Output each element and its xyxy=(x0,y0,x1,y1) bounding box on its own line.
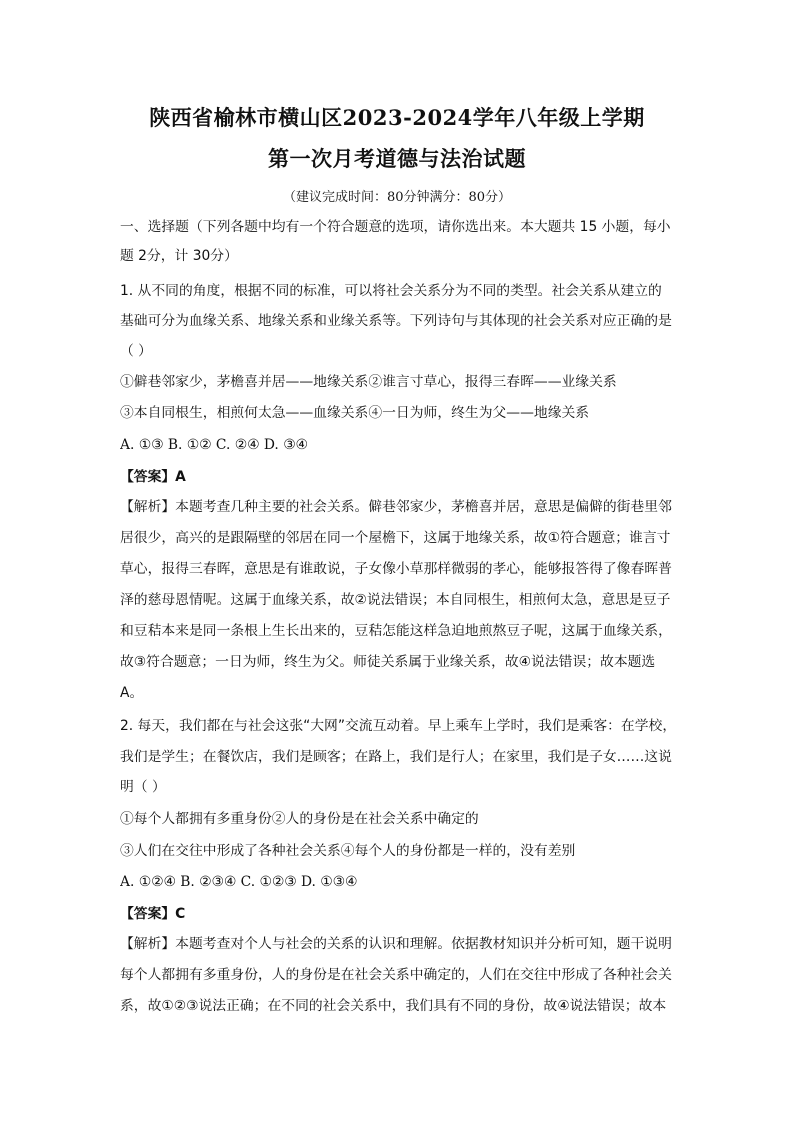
question-1-analysis: 草心，报得三春晖，意思是有谁敢说，子女像小草那样微弱的孝心，能够报答得了像春晖普 xyxy=(120,561,672,577)
question-1-statement: ①僻巷邻家少，茅檐喜并居——地缘关系②谁言寸草心，报得三春晖——业缘关系 xyxy=(120,374,617,390)
question-1-stem: 基础可分为血缘关系、地缘关系和业缘关系等。下列诗句与其体现的社会关系对应正确的是 xyxy=(120,313,672,329)
question-2-statement: ③人们在交往中形成了各种社会关系④每个人的身份都是一样的，没有差别 xyxy=(120,843,576,859)
question-1-stem: 1. 从不同的角度，根据不同的标准，可以将社会关系分为不同的类型。社会关系从建立的 xyxy=(120,283,662,299)
question-1-analysis: A。 xyxy=(120,685,144,701)
question-1-analysis: 故③符合题意；一日为师，终生为父。师徒关系属于业缘关系，故④说法错误；故本题选 xyxy=(120,654,656,670)
section-heading: 一、选择题（下列各题中均有一个符合题意的选项，请你选出来。本大题共 15 小题，每小 xyxy=(120,219,671,235)
section-heading-cont: 题 2分，计 30分） xyxy=(120,248,238,264)
question-2-analysis: 每个人都拥有多重身份，人的身份是在社会关系中确定的，人们在交往中形成了各种社会关 xyxy=(120,967,672,983)
question-2-stem: 2. 每天，我们都在与社会这张“大网”交流互动着。早上乘车上学时，我们是乘客：在学校， xyxy=(120,718,677,734)
question-2-stem: 我们是学生；在餐饮店，我们是顾客；在路上，我们是行人；在家里，我们是子女……这说 xyxy=(120,749,672,765)
question-1-statement: ③本自同根生，相煎何太急——血缘关系④一日为师，终生为父——地缘关系 xyxy=(120,405,590,421)
question-1-analysis: 和豆秸本来是同一条根上生长出来的，豆秸怎能这样急迫地煎熬豆子呢，这属于血缘关系， xyxy=(120,623,672,639)
exam-subtitle: （建议完成时间：80分钟满分：80分） xyxy=(282,190,512,205)
question-1-answer: 【答案】A xyxy=(120,469,186,485)
question-1-analysis: 居很少，高兴的是跟隔壁的邻居在同一个屋檐下，这属于地缘关系，故①符合题意；谁言寸 xyxy=(120,530,671,546)
question-2-analysis: 系，故①②③说法正确；在不同的社会关系中，我们具有不同的身份，故④说法错误；故本 xyxy=(120,998,667,1014)
question-2-analysis: 【解析】本题考查对个人与社会的关系的认识和理解。依据教材知识并分析可知，题干说明 xyxy=(120,936,672,952)
question-2-statement: ①每个人都拥有多重身份②人的身份是在社会关系中确定的 xyxy=(120,811,479,827)
exam-title-line2: 第一次月考道德与法治试题 xyxy=(268,146,526,171)
question-2-options: A. ①②④ B. ②③④ C. ①②③ D. ①③④ xyxy=(120,874,358,890)
question-1-options: A. ①③ B. ①② C. ②④ D. ③④ xyxy=(120,437,308,453)
question-2-answer: 【答案】C xyxy=(120,906,186,922)
question-1-stem: （ ） xyxy=(120,343,152,359)
question-1-analysis: 【解析】本题考查几种主要的社会关系。僻巷邻家少，茅檐喜并居，意思是偏僻的街巷里邻 xyxy=(120,499,672,515)
exam-title-line1: 陕西省榆林市横山区2023-2024学年八年级上学期 xyxy=(149,105,645,130)
question-2-stem: 明（ ） xyxy=(120,779,166,795)
question-1-analysis: 泽的慈母恩情呢。这属于血缘关系，故②说法错误；本自同根生，相煎何太急，意思是豆子 xyxy=(120,592,671,608)
